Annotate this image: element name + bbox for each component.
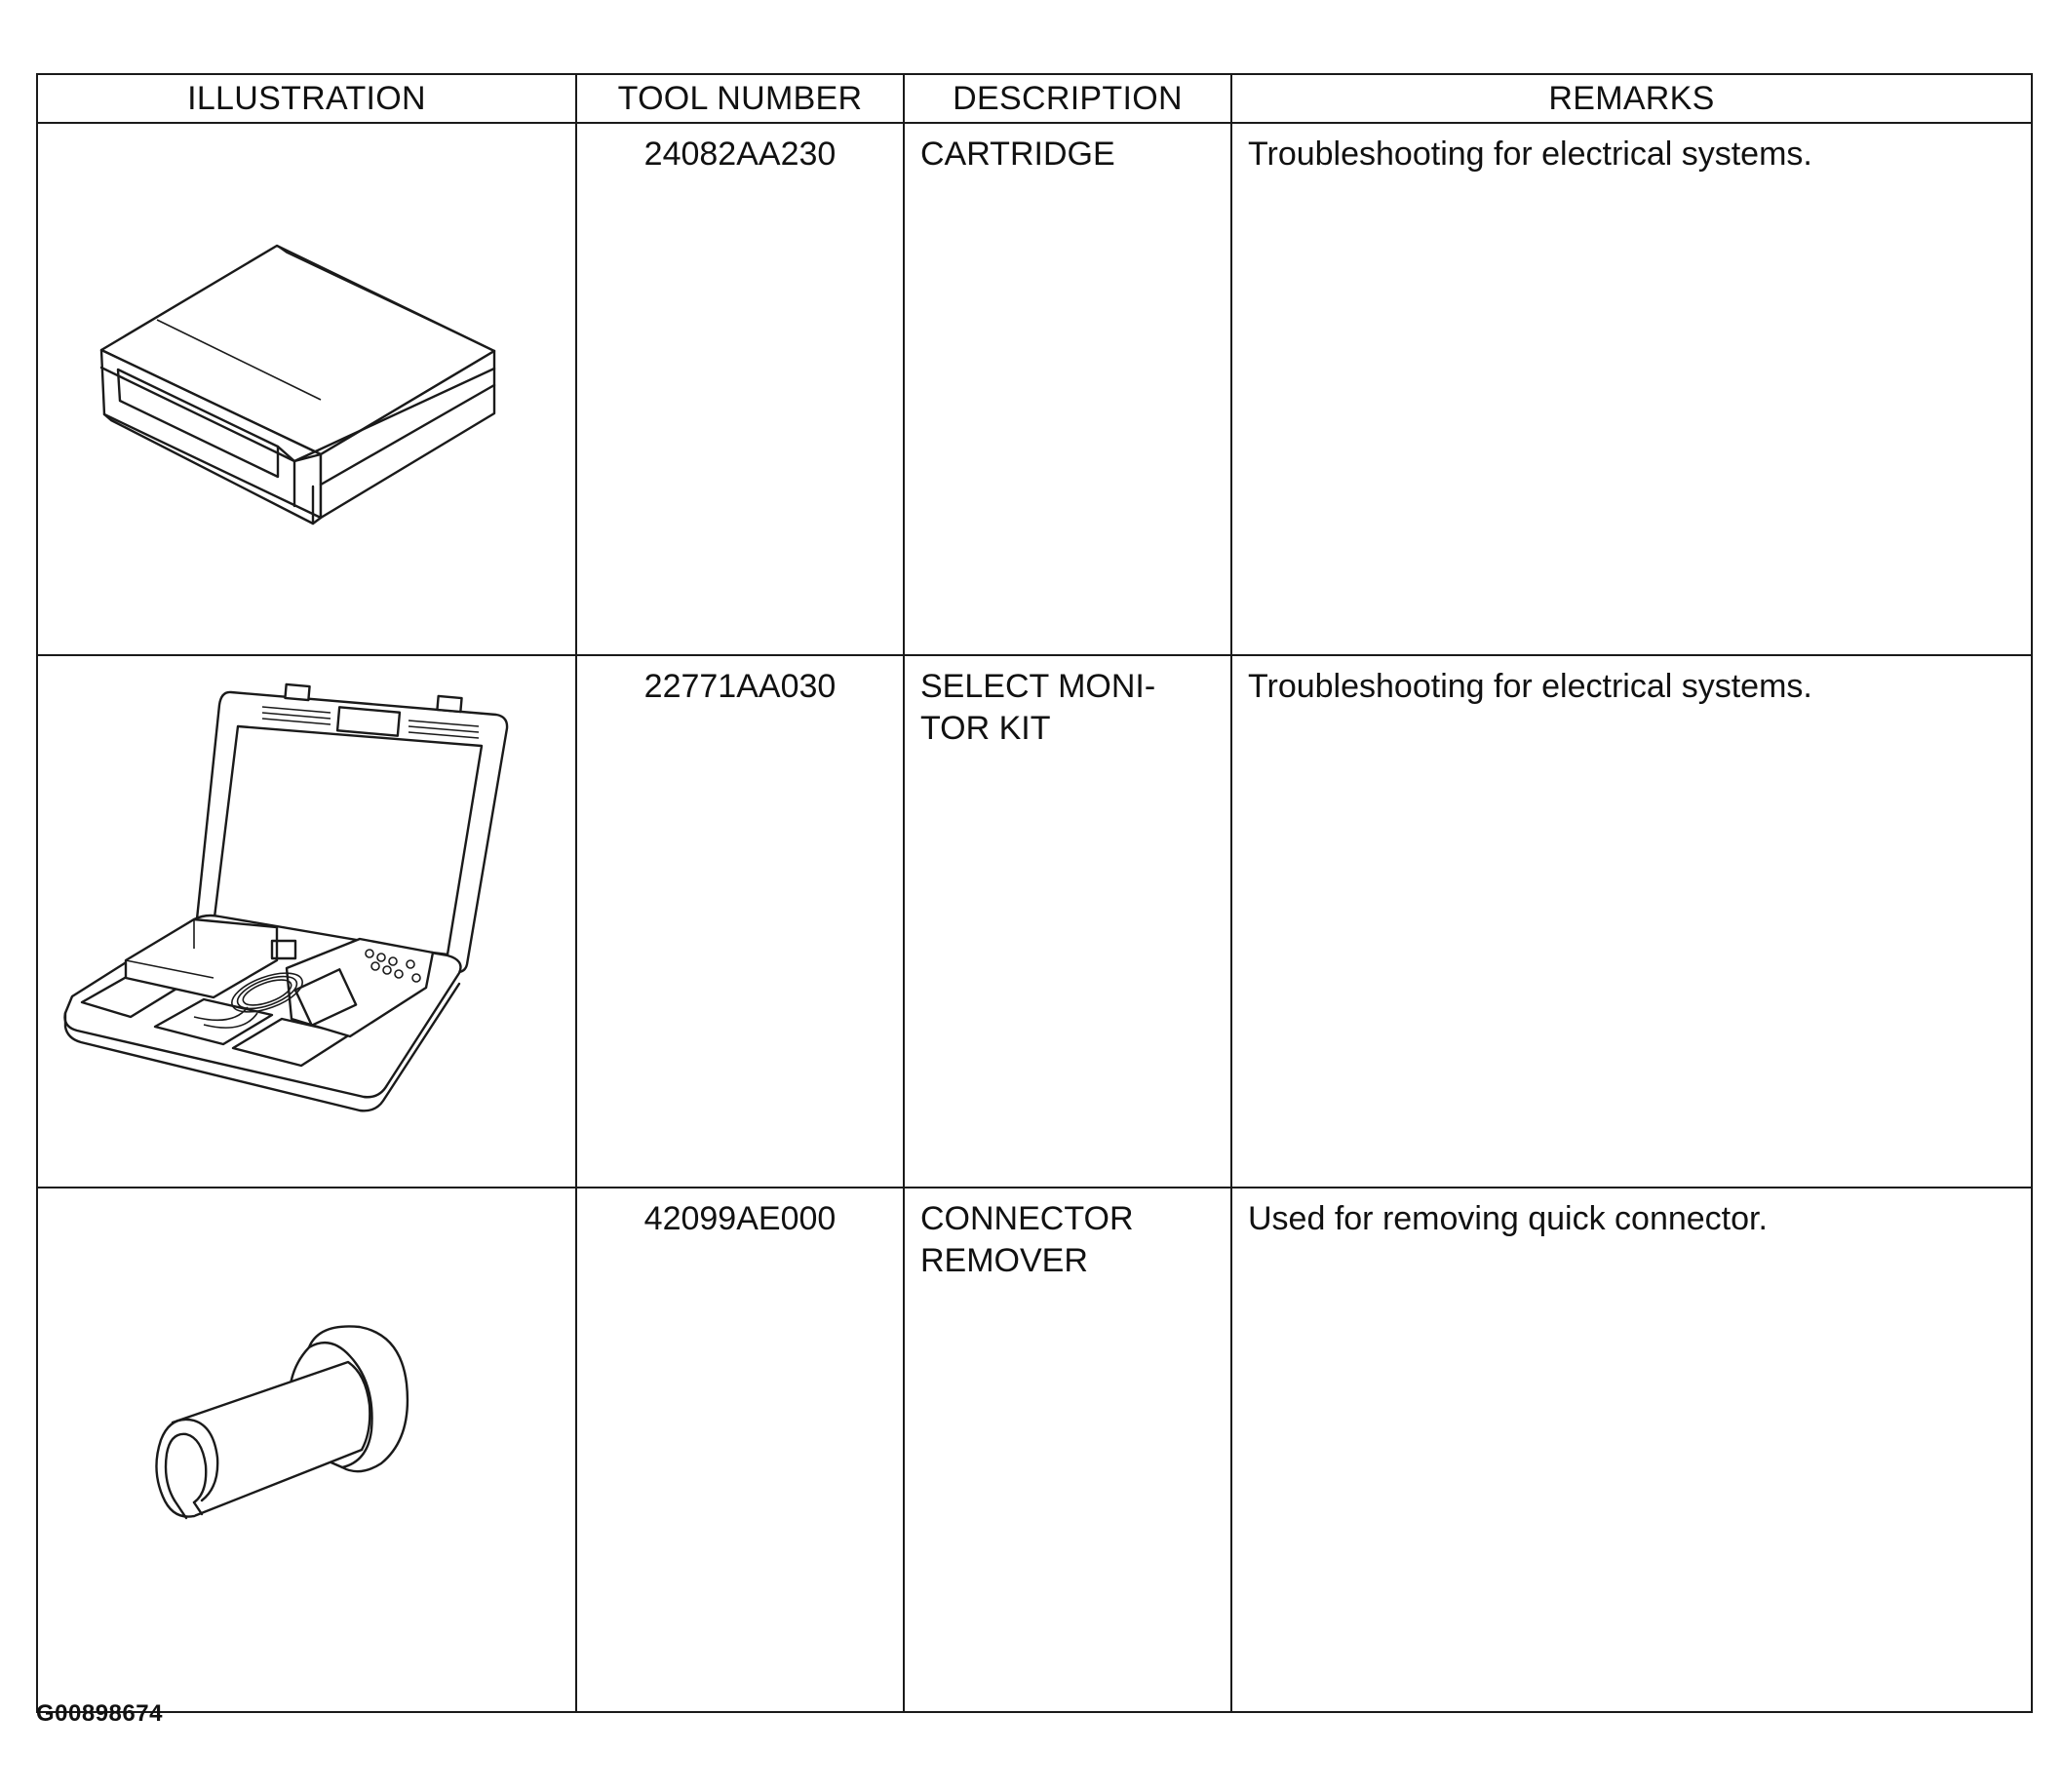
description-line: CARTRIDGE — [920, 136, 1115, 173]
cartridge-icon — [38, 124, 577, 644]
header-tool-number: TOOL NUMBER — [576, 74, 904, 123]
remarks-cell: Troubleshooting for electrical systems. — [1231, 655, 2032, 1188]
header-description: DESCRIPTION — [904, 74, 1231, 123]
table-header-row — [37, 74, 2032, 123]
description-line: REMOVER — [920, 1242, 1088, 1279]
description-line: SELECT MONI- — [920, 668, 1156, 705]
table-row — [37, 1188, 2032, 1712]
description-cell — [904, 123, 1231, 655]
description-cell — [904, 655, 1231, 1188]
select-monitor-kit-icon — [38, 656, 577, 1177]
tool-number-cell: 42099AE000 — [576, 1188, 904, 1712]
remarks-cell: Troubleshooting for electrical systems. — [1231, 123, 2032, 655]
tool-number-cell: 24082AA230 — [576, 123, 904, 655]
figure-code: G00898674 — [36, 1700, 163, 1727]
header-remarks: REMARKS — [1231, 74, 2032, 123]
description-line: CONNECTOR — [920, 1200, 1134, 1237]
illustration-cell — [37, 1188, 576, 1712]
table-row — [37, 655, 2032, 1188]
remarks-cell: Used for removing quick connector. — [1231, 1188, 2032, 1712]
description-line: TOR KIT — [920, 710, 1051, 747]
tool-number-cell: 22771AA030 — [576, 655, 904, 1188]
connector-remover-icon — [38, 1188, 577, 1701]
table-row — [37, 123, 2032, 655]
illustration-cell — [37, 123, 576, 655]
header-illustration: ILLUSTRATION — [37, 74, 576, 123]
illustration-cell — [37, 655, 576, 1188]
special-tools-table — [36, 73, 2033, 1713]
description-cell — [904, 1188, 1231, 1712]
